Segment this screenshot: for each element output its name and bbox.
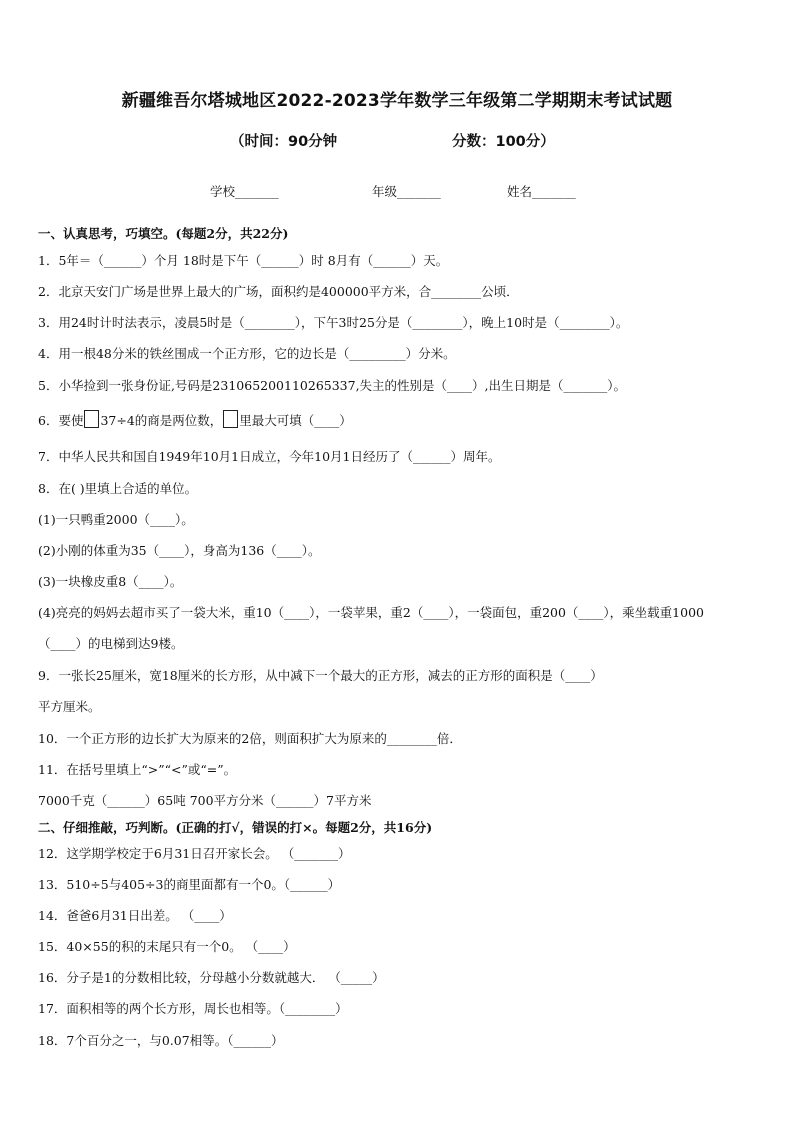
question-6-prefix: 6．要使 <box>38 413 84 428</box>
question-8: 8．在( )里填上合适的单位。 <box>38 481 198 496</box>
question-15: 15．40×55的积的末尾只有一个0。 （____） <box>38 939 296 954</box>
question-9-cont: 平方厘米。 <box>38 699 101 714</box>
question-8-4: (4)亮亮的妈妈去超市买了一袋大米，重10（____），一袋苹果，重2（____），一袋面包，重200（____），乘坐载重1000 <box>38 605 704 620</box>
question-14: 14．爸爸6月31日出差。 （____） <box>38 908 232 923</box>
grade-field[interactable]: 年级_______ <box>372 184 441 199</box>
section-1-heading: 一、认真思考，巧填空。(每题2分，共22分) <box>38 226 289 241</box>
question-4: 4．用一根48分米的铁丝围成一个正方形，它的边长是（_________）分米。 <box>38 346 456 361</box>
question-16: 16．分子是1的分数相比较，分母越小分数就越大． （_____） <box>38 970 385 985</box>
question-2: 2．北京天安门广场是世界上最大的广场，面积约是400000平方米，合________公顷． <box>38 284 519 299</box>
question-6 <box>38 410 352 429</box>
question-8-2: (2)小刚的体重为35（____），身高为136（____）。 <box>38 543 321 558</box>
question-5: 5．小华捡到一张身份证,号码是231065200110265337,失主的性别是（____）,出生日期是（_______）。 <box>38 378 627 393</box>
exam-score: 分数：100分） <box>452 134 555 150</box>
section-2-heading: 二、仔细推敲，巧判断。(正确的打√，错误的打×。每题2分，共16分) <box>38 820 433 835</box>
question-17: 17．面积相等的两个长方形，周长也相等。（________） <box>38 1001 348 1016</box>
question-8-4-cont: （____）的电梯到达9楼。 <box>38 636 184 651</box>
question-11-items: 7000千克（______）65吨 700平方分米（______）7平方米 <box>38 793 372 808</box>
exam-time: （时间：90分钟 <box>230 134 338 150</box>
question-6-middle: 37÷4的商是两位数， <box>100 413 223 428</box>
question-3: 3．用24时计时法表示，凌晨5时是（________），下午3时25分是（________），晚上10时是（________）。 <box>38 315 629 330</box>
name-field[interactable]: 姓名_______ <box>507 184 576 199</box>
question-13: 13．510÷5与405÷3的商里面都有一个0。（______） <box>38 877 341 892</box>
question-7: 7．中华人民共和国自1949年10月1日成立，今年10月1日经历了（______）周年。 <box>38 449 501 464</box>
question-10: 10．一个正方形的边长扩大为原来的2倍，则面积扩大为原来的________倍． <box>38 731 462 746</box>
blank-box[interactable] <box>84 410 99 428</box>
blank-box[interactable] <box>223 410 238 428</box>
question-6-suffix: 里最大可填（____） <box>239 413 352 428</box>
question-12: 12．这学期学校定于6月31日召开家长会。 （_______） <box>38 846 351 861</box>
question-1: 1．5年＝（______）个月 18时是下午（______）时 8月有（______）天。 <box>38 253 449 268</box>
question-11: 11．在括号里填上“>”“<”或“=”。 <box>38 762 237 777</box>
school-field[interactable]: 学校_______ <box>210 184 279 199</box>
question-9: 9．一张长25厘米，宽18厘米的长方形，从中减下一个最大的正方形，减去的正方形的面积是（____） <box>38 668 603 683</box>
question-8-3: (3)一块橡皮重8（____）。 <box>38 574 183 589</box>
question-18: 18．7个百分之一，与0.07相等。（______） <box>38 1033 284 1048</box>
exam-title: 新疆维吾尔塔城地区2022-2023学年数学三年级第二学期期末考试试题 <box>121 91 673 111</box>
question-8-1: (1)一只鸭重2000（____）。 <box>38 512 194 527</box>
